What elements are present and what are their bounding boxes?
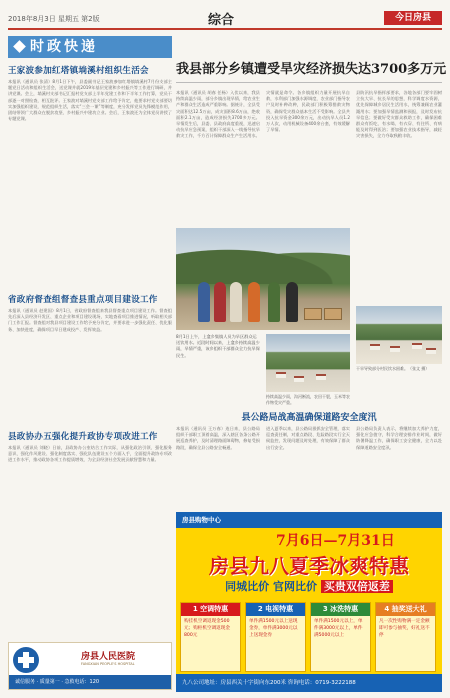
photo-caption-right: 干旱导致部分村民饮水困难。（张文 摄） — [356, 366, 430, 371]
story1-headline: 王家波参加红塔镇埫溪村组织生活会 — [8, 66, 149, 76]
promo-tile-head: 3 冰洗特惠 — [311, 603, 370, 616]
promo-subtitle — [176, 578, 442, 594]
promo-subtitle-b: 买贵双倍返差 — [321, 580, 393, 593]
person-figure — [198, 282, 210, 322]
drought-relief-photo — [176, 228, 350, 330]
issue-date: 2018年8月3日 星期五 第2版 — [8, 15, 100, 23]
story1-body: 本报讯（通讯员 张清）8月1日下午，县委副书记王家波参加红塔镇埫溪村7月份支部主题党日活动和组织生活会，送党课并就2019年基层党建和乡村振兴等工作进行调研，并讲党课。会上，埫溪村支部书记汇报村党支部上半年党建工作和下半年工作打算，党员干部逐一对照检查，相互批评。王家波对埫溪村党支部工作给予肯定，他要求村党支部要切实加强组织建设，规范组织生活，落实“三会一课”等制度，充分发挥党员先锋模范作用，团结带领广大群众在脱贫攻坚、乡村振兴中建功立业。会后，王家波还为全体党员讲授了专题党课。 — [8, 79, 172, 122]
promo-date-range: 7月6日—7月31日 — [276, 533, 395, 549]
story3-headline: 县政协办五强化提升政协专项改进工作 — [8, 432, 158, 442]
promo-tile-body: 购挂机空调返现金500元；购柜机空调返现金800元 — [184, 619, 230, 638]
road-safety-headline: 县公路局战高温确保道路安全度汛 — [241, 413, 377, 423]
promo-tile-head: 4 抽奖送大礼 — [376, 603, 435, 616]
road-article-col-3: 县公路局负责人表示，将继续加大养护力度，强化应急值守，科学合理安排作业时间，做好防暑降温工作，确保职工安全健康，全力以赴保障道路安全度汛。 — [356, 426, 442, 450]
story2-headline: 省政府督查组督查县重点项目建设工作 — [8, 295, 158, 305]
story3-body: 本报讯（通讯员 刘晓）日前，县政协办公室结合工作实际，从强化政治引领、强化服务意识、强化作风建设、强化制度落实、强化队伍建设五个方面入手，全面提升政协专项改进工作水平，推动政协各项工作提质增效，为全县经济社会发展贡献智慧和力量。 — [8, 445, 172, 463]
article-col-3: 县防汛抗旱指挥部要求，各地各部门要牢固树立抗大旱、抗长旱的思想，科学调度水资源，优先保障城乡居民生活用水，统筹兼顾农业灌溉用水；要加强旱情监测和预报，及时发布抗旱信息；要做好受灾群众救助工作，确保困难群众有饭吃、有水喝、有衣穿、有住所、有病能及时得到医治；要加强农业技术指导，减轻灾害损失，全力夺取秋粮丰收。 — [356, 90, 442, 139]
hospital-english-name: FANGXIAN PEOPLE'S HOSPITAL — [81, 662, 135, 666]
article-col-2: 灾情就是命令。各乡镇组织力量开展抗旱自救，水利部门加强水源调度，农业部门指导农户及时补种改种，民政部门积极筹措救灾物资，确保受灾群众基本生活不受影响。全县共投入抗旱资金300余万元，出动抗旱人员1.2万人次，动用机械设备400余台套，有效缓解了旱情。 — [266, 90, 350, 133]
water-box — [304, 308, 322, 320]
promo-tile — [310, 602, 371, 672]
water-box — [324, 308, 342, 320]
person-figure — [286, 282, 298, 322]
village-photo — [356, 306, 442, 364]
promo-tiles — [180, 602, 438, 672]
summer-sale-ad — [176, 512, 442, 692]
headline-rule — [176, 82, 442, 83]
hospital-name: 房县人民医院 — [81, 652, 136, 662]
hospital-ad — [8, 642, 172, 690]
paper-logo: 今日房县 — [384, 11, 442, 25]
article-col-1: 本报讯（通讯员 胡春 任杨）入伏以来，我县持续高温少雨，部分乡镇出现旱情，给农业生产和群众生活造成严重影响。据统计，全县受灾面积达12.5万亩，成灾面积8.6万亩，绝收面积2.1万亩，造成经济损失3700多万元。旱情发生后，县委、县政府高度重视，迅速启动抗旱应急预案，组织干部深入一线指导抗旱救灾工作，千方百计保障群众生产生活用水。 — [176, 90, 260, 139]
promo-tile — [245, 602, 306, 672]
masthead — [8, 8, 442, 30]
person-figure — [214, 282, 226, 322]
promo-subtitle-a: 同城比价 官网比价 — [225, 580, 317, 593]
hospital-slogan: 诚信服务 · 质量第一 · 急救电话：120 — [9, 675, 171, 689]
promo-title: 房县九八夏季冰爽特惠 — [209, 554, 409, 578]
promo-tile-body: 凡一次性购物满一定金额即可参与抽奖，好礼送不停 — [379, 619, 430, 638]
left-column — [8, 36, 172, 696]
section-banner: 时政快递 — [8, 36, 172, 58]
promo-tile-head: 1 空调特惠 — [181, 603, 240, 616]
store-logo: 房县购物中心 — [182, 516, 221, 524]
hospital-cross-icon — [13, 647, 39, 673]
promo-tile-head: 2 电视特惠 — [246, 603, 305, 616]
promo-tile-body: 单件满1500元以上送现金券，单件满3000元以上送现金券 — [249, 619, 298, 638]
road-article-col-1: 本报讯（通讯员 王万春）连日来，县公路局组织干部职工顶着高温，深入辖区各条公路开展巡查养护，及时清理路面障碍物，修复受损路段，确保全县公路安全畅通。 — [176, 426, 260, 450]
person-figure — [248, 282, 260, 322]
dry-field-photo — [266, 334, 350, 392]
promo-footer: 九八公司地址：房县西关十字街向东200米 咨询电话：0719-3222188 — [176, 674, 442, 692]
person-figure — [268, 282, 280, 322]
promo-tile-body: 单件满1500元以上，单件满3000元以上，单件满5000元以上 — [314, 619, 363, 638]
promo-tile — [180, 602, 241, 672]
photo-caption-left: 8月1日上午，上龛乡集镇人员为旱区群众运送饮用水。近段时间以来，上龛乡持续高温少雨，旱情严重，该乡组织干部群众全力抗旱保民生。 — [176, 334, 260, 358]
promo-tile — [375, 602, 436, 672]
story2-body: 本报讯（通讯员 赵建国）8月1日，省政府督查组来我县督查重点项目建设工作。督查组先后深入县经济开发区、重点企业和项目建设现场，实地查看项目推进情况，听取相关部门工作汇报。督查组对我县项目建设工作给予充分肯定，并要求进一步强化责任、优化服务、加快进度，确保项目早日建成投产、发挥效益。 — [8, 308, 172, 332]
section-title: 综合 — [208, 13, 235, 28]
road-article-col-2: 进入夏季以来，县公路局狠抓安全管理，落实巡查责任制，对重点路段、危险路段实行全天候监控，发现问题及时处理，有效保障了群众出行安全。 — [266, 426, 350, 450]
photo-caption-mid: 持续高温少雨，沟河断流，农田干裂，玉米等农作物受灾严重。 — [266, 394, 350, 405]
main-headline: 我县部分乡镇遭受旱灾经济损失达3700多万元 — [176, 62, 447, 77]
person-figure — [230, 282, 242, 322]
